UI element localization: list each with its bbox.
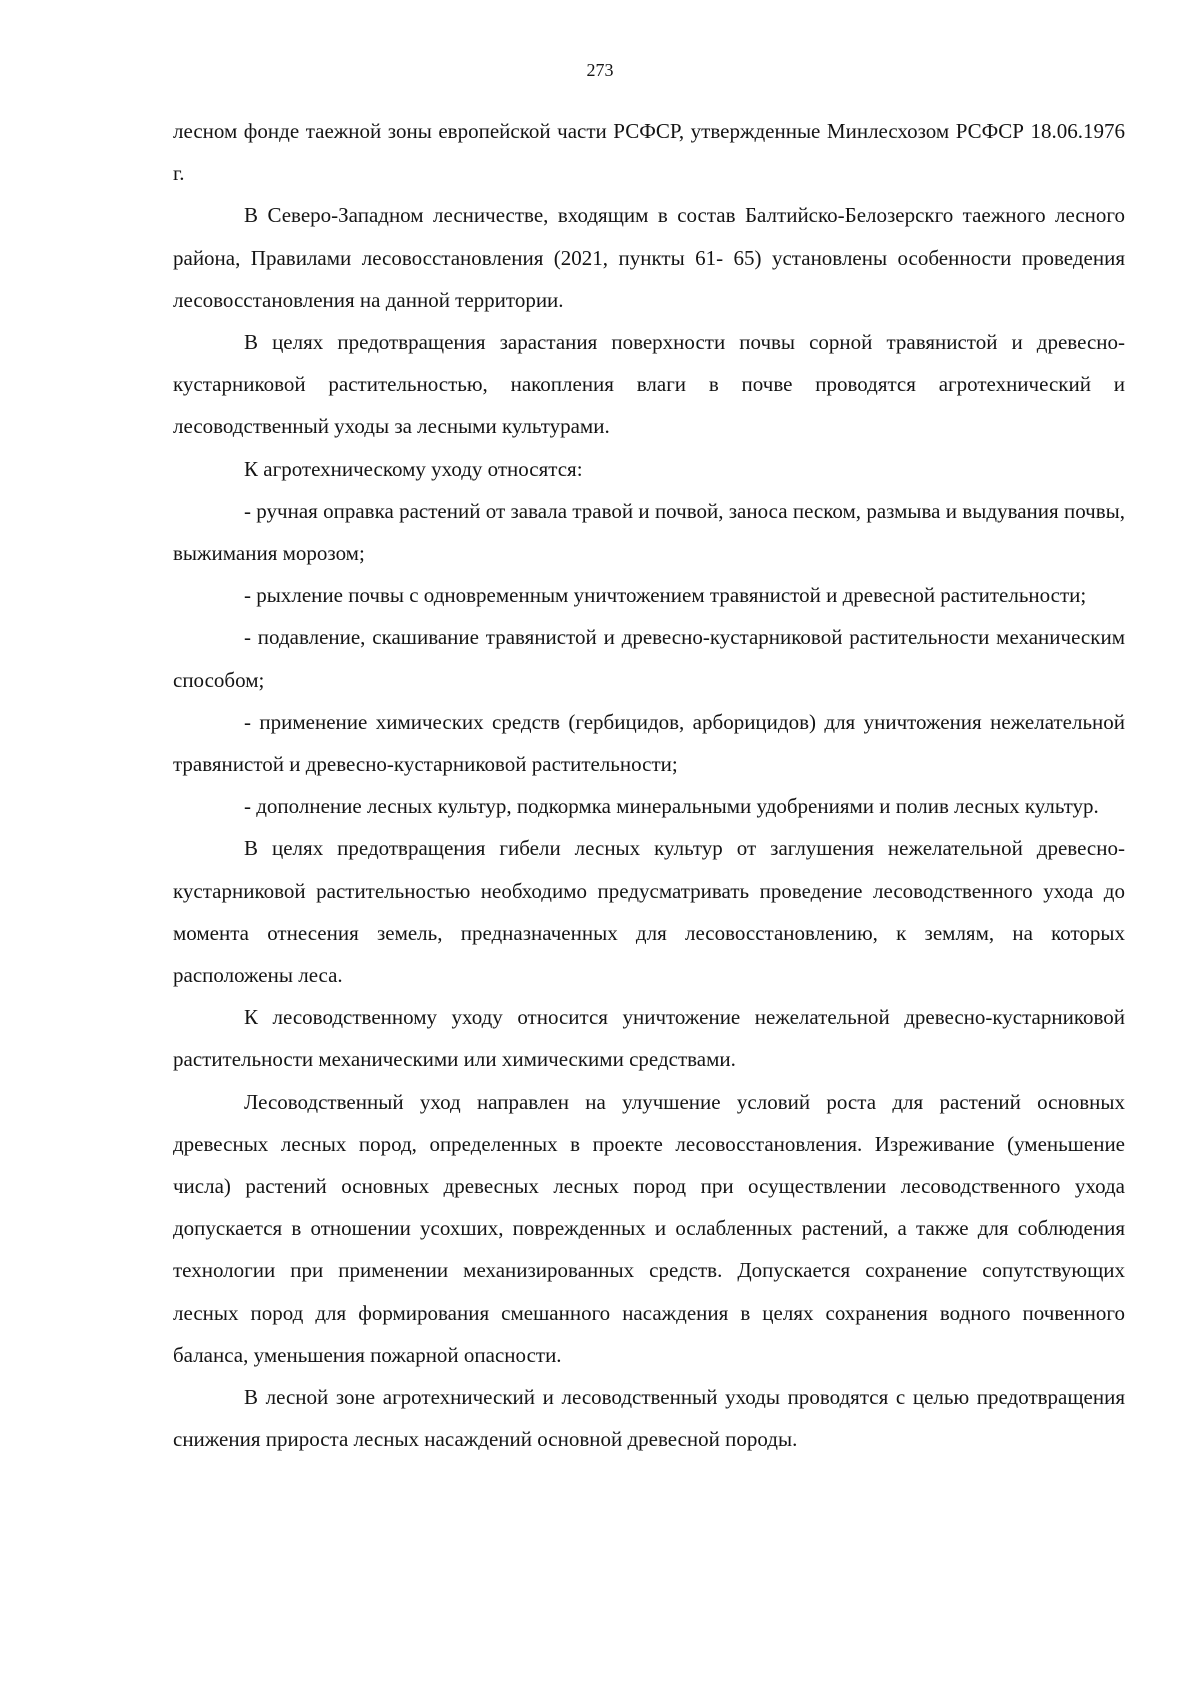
paragraph-silvicultural-care-purpose: Лесоводственный уход направлен на улучшение условий роста для растений основных древесных лесных пород, определенных в проекте лесовосстановления. Изреживание (уменьшение числа) растений основных древесных лесных пород при осуществлении лесоводственного ухода допускается в отношении усохших, поврежденных и ослабленных растений, а также для соблюдения технологии при применении механизированных средств. Допускается сохранение сопутствующих лесных пород для формирования смешанного насаждения в целях сохранения водного почвенного баланса, уменьшения пожарной опасности. — [173, 1089, 1125, 1367]
paragraph-silvicultural-care-definition: К лесоводственному уходу относится уничтожение нежелательной древесно-кустарниковой растительности механическими или химическими средствами. — [173, 1005, 1125, 1072]
paragraph-care-purpose: В целях предотвращения зарастания поверхности почвы сорной травянистой и древесно-кустарниковой растительностью, накопления влаги в почве проводятся агротехнический и лесоводственный уходы за лесными культурами. — [173, 330, 1125, 439]
list-item-soil-loosening: - рыхление почвы с одновременным уничтожением травянистой и древесной растительности; — [244, 583, 1087, 608]
paragraph-northwest-forestry: В Северо-Западном лесничестве, входящим в состав Балтийско-Белозерскго таежного лесного района, Правилами лесовосстановления (2021, пункты 61- 65) установлены особенности проведения лесовосстановления на данной территории. — [173, 203, 1125, 312]
list-item-chemical-means: - применение химических средств (гербицидов, арборицидов) для уничтожения нежелательной травянистой и древесно-кустарниковой растительности; — [173, 709, 1125, 777]
page-number: 273 — [586, 60, 614, 80]
list-item-supplementing: - дополнение лесных культур, подкормка минеральными удобрениями и полив лесных культур. — [244, 794, 1099, 819]
document-body — [173, 110, 1125, 1461]
list-item-mowing: - подавление, скашивание травянистой и древесно-кустарниковой растительности механическим способом; — [173, 625, 1125, 692]
paragraph-continuation: лесном фонде таежной зоны европейской части РСФСР, утвержденные Минлесхозом РСФСР 18.06.1976 г. — [173, 119, 1125, 186]
list-item-manual-straightening: - ручная оправка растений от завала травой и почвой, заноса песком, размыва и выдувания почвы, выжимания морозом; — [173, 498, 1125, 566]
paragraph-silvicultural-care-timing: В целях предотвращения гибели лесных культур от заглушения нежелательной древесно-кустарниковой растительностью необходимо предусматривать проведение лесоводственного ухода до момента отнесения земель, предназначенных для лесовосстановлению, к землям, на которых расположены леса. — [173, 836, 1125, 988]
paragraph-forest-zone: В лесной зоне агротехнический и лесоводственный уходы проводятся с целью предотвращения снижения прироста лесных насаждений основной древесной породы. — [173, 1385, 1125, 1452]
paragraph-agrotechnical-heading: К агротехническому уходу относятся: — [244, 456, 583, 481]
